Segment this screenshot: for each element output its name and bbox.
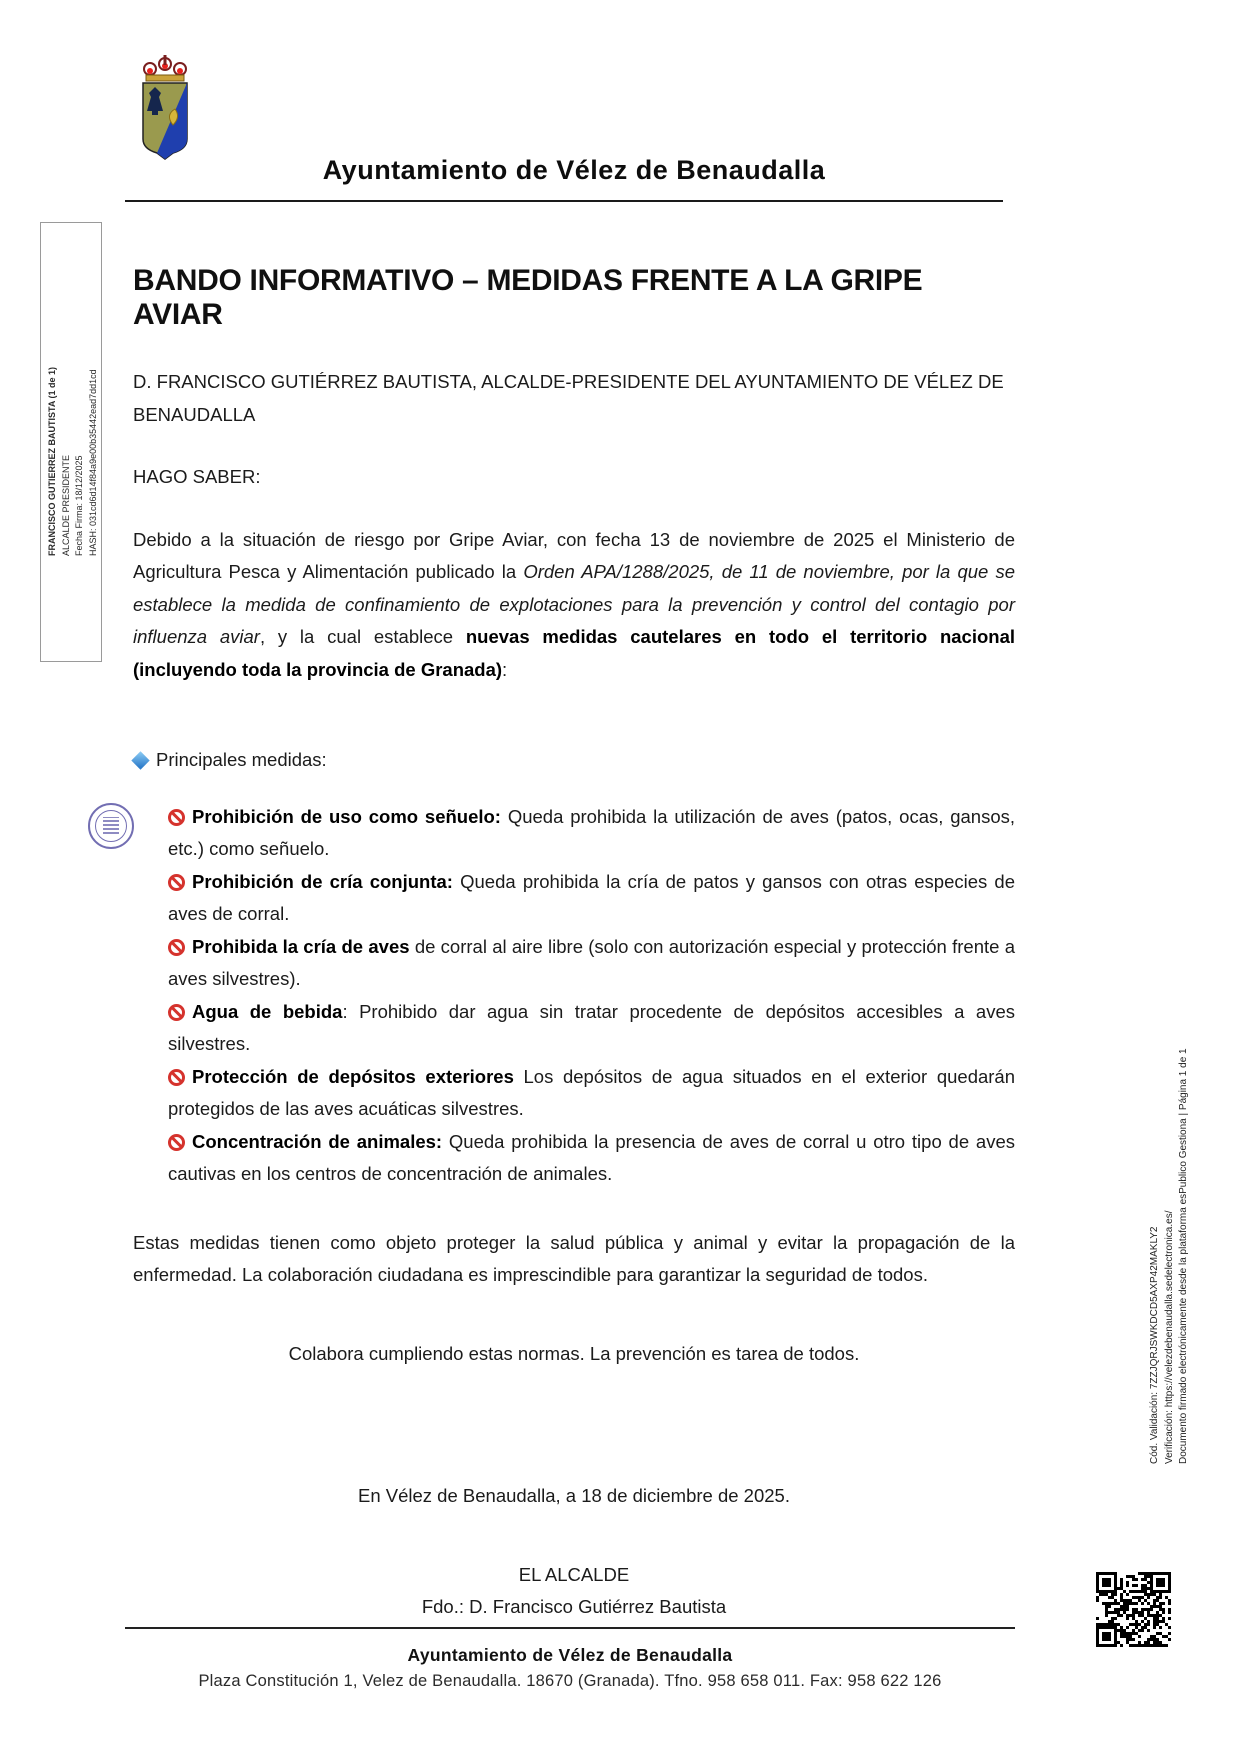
signature-info-vertical-text bbox=[46, 354, 100, 556]
measure-item bbox=[168, 1061, 1015, 1126]
measure-label: Protección de depósitos exteriores bbox=[192, 1065, 514, 1087]
order-reference-italic: Orden APA/1288/2025, de 11 de noviembre, por la que se establece la medida de confinamiento de explotaciones para la prevención y control del contagio por influenza aviar bbox=[133, 561, 1015, 647]
qr-code bbox=[1096, 1572, 1171, 1647]
slogan-line: Colabora cumpliendo estas normas. La prevención es tarea de todos. bbox=[288, 1342, 860, 1364]
signer-role-line: ALCALDE PRESIDENTE bbox=[60, 454, 71, 556]
verification-url-line: Verificación: https://velezdebenaudalla.sedelectronica.es/ bbox=[1163, 1210, 1175, 1464]
page-footer bbox=[125, 1627, 1015, 1691]
prohibition-icon bbox=[168, 1134, 185, 1151]
measure-text: Queda prohibida la utilización de aves (patos, ocas, gansos, etc.) como señuelo. bbox=[168, 805, 1016, 859]
measure-label: Prohibición de uso como señuelo: bbox=[192, 805, 501, 827]
measures-heading bbox=[133, 744, 1015, 777]
signer-role: EL ALCALDE bbox=[518, 1563, 630, 1585]
measure-item bbox=[168, 996, 1015, 1061]
measure-item bbox=[168, 931, 1015, 996]
measure-label: Prohibición de cría conjunta: bbox=[192, 870, 453, 892]
verification-vertical-text bbox=[1148, 964, 1193, 1464]
measure-text: : Prohibido dar agua sin tratar procedente de depósitos accesibles a aves silvestres. bbox=[168, 1000, 1015, 1054]
prohibition-icon bbox=[168, 939, 185, 956]
measure-text: Queda prohibida la cría de patos y gansos con otras especies de aves de corral. bbox=[168, 870, 1015, 924]
new-measures-bold: nuevas medidas cautelares en todo el territorio nacional (incluyendo toda la provincia de Granada) bbox=[133, 626, 1015, 680]
measure-label: Prohibida la cría de aves bbox=[192, 935, 410, 957]
signer-name-line: FRANCISCO GUTIERREZ BAUTISTA (1 de 1) bbox=[47, 366, 57, 556]
measures-heading-label: Principales medidas: bbox=[156, 749, 327, 770]
municipality-masthead: Ayuntamiento de Vélez de Benaudalla bbox=[322, 155, 826, 185]
measure-item bbox=[168, 866, 1015, 931]
crown bbox=[144, 55, 186, 81]
measure-item bbox=[168, 801, 1015, 866]
diamond-bullet-icon bbox=[131, 751, 149, 769]
measures-list bbox=[168, 801, 1015, 1191]
footer-address-line: Plaza Constitución 1, Velez de Benaudalla. 18670 (Granada). Tfno. 958 658 011. Fax: 958 622 126 bbox=[198, 1672, 942, 1690]
measure-text: de corral al aire libre (solo con autorización especial y protección frente a aves silvestres). bbox=[168, 935, 1015, 989]
situation-text-2: , y la cual establece bbox=[259, 626, 466, 647]
closing-paragraph: Estas medidas tienen como objeto proteger la salud pública y animal y evitar la propagación de la enfermedad. La colaboración ciudadana es imprescindible para garantizar la seguridad de todos. bbox=[133, 1231, 1015, 1285]
hago-saber-line: HAGO SABER: bbox=[133, 466, 261, 487]
document-title: BANDO INFORMATIVO – MEDIDAS FRENTE A LA GRIPE AVIAR bbox=[133, 264, 923, 331]
signature-date-line: Fecha Firma: 18/12/2025 bbox=[74, 455, 84, 556]
situation-paragraph bbox=[133, 524, 1015, 687]
measure-text: Queda prohibida la presencia de aves de corral u otro tipo de aves cautivas en los centros de concentración de animales. bbox=[168, 1130, 1016, 1184]
situation-text-end: : bbox=[502, 658, 508, 680]
footer-municipality-name: Ayuntamiento de Vélez de Benaudalla bbox=[407, 1645, 733, 1665]
situation-text-1: Debido a la situación de riesgo por Gripe Aviar, con fecha 13 de noviembre de 2025 el Ministerio de Agricultura Pesca y Alimentación publicado la bbox=[133, 528, 1015, 582]
shield bbox=[143, 83, 187, 159]
prohibition-icon bbox=[168, 1069, 185, 1086]
dateline: En Vélez de Benaudalla, a 18 de diciembre de 2025. bbox=[358, 1485, 790, 1506]
validation-code-line: Cód. Validación: 7ZZJQRJSWKDCD5AXP42MAKLY2 bbox=[1149, 1226, 1160, 1464]
footer-divider bbox=[125, 1627, 1015, 1629]
esigned-notice-line: Documento firmado electrónicamente desde la plataforma esPublico Gestiona | Página 1 de 1 bbox=[1178, 1048, 1189, 1464]
measure-label: Concentración de animales: bbox=[192, 1130, 443, 1152]
measure-label: Agua de bebida bbox=[192, 1000, 343, 1022]
prohibition-icon bbox=[168, 874, 185, 891]
prohibition-icon bbox=[168, 809, 185, 826]
mayor-intro-paragraph: D. FRANCISCO GUTIÉRREZ BAUTISTA, ALCALDE-PRESIDENTE DEL AYUNTAMIENTO DE VÉLEZ DE BENAUDALLA bbox=[133, 371, 1004, 425]
measure-item bbox=[168, 1126, 1015, 1191]
document-content bbox=[133, 0, 1015, 1624]
official-seal-stamp-icon bbox=[88, 803, 134, 849]
signature-hash-line: HASH: 031cd6d14f84a9e00b35442ead7dd1cd bbox=[87, 369, 98, 556]
coat-of-arms-logo bbox=[140, 55, 190, 161]
header-divider bbox=[125, 200, 1003, 202]
measure-text: Los depósitos de agua situados en el exterior quedarán protegidos de las aves acuáticas silvestres. bbox=[168, 1065, 1016, 1119]
signer-name: Fdo.: D. Francisco Gutiérrez Bautista bbox=[421, 1596, 727, 1617]
prohibition-icon bbox=[168, 1004, 185, 1021]
